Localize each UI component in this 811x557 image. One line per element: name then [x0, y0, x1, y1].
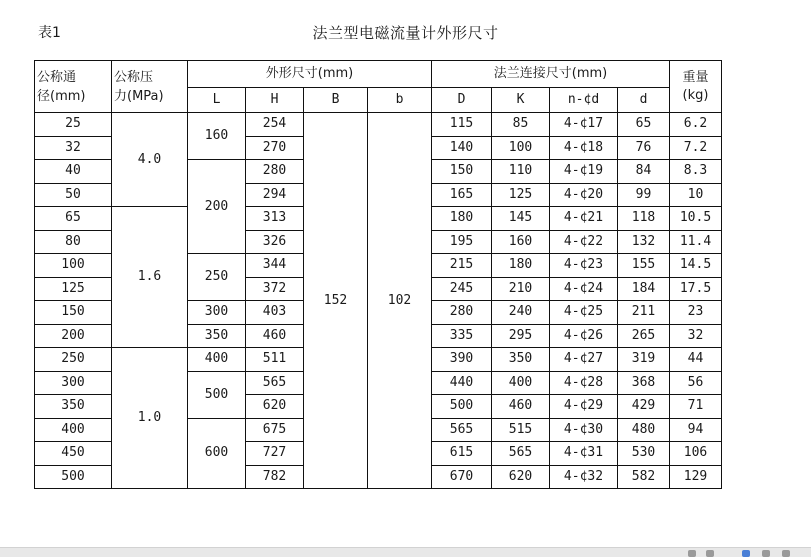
- bottom-toolbar: [0, 547, 811, 557]
- cell-weight: 11.4: [670, 230, 722, 254]
- cell-bolt-holes-nd: 4-¢22: [550, 230, 618, 254]
- cell-bolt-circle-K: 110: [492, 160, 550, 184]
- cell-bolt-circle-K: 565: [492, 442, 550, 466]
- header-weight: 重量 (kg): [670, 61, 722, 113]
- header-outline-dimensions: 外形尺寸(mm): [188, 61, 432, 88]
- cell-height-H: 403: [246, 301, 304, 325]
- cell-weight: 32: [670, 324, 722, 348]
- cell-d: 76: [618, 136, 670, 160]
- header-H: H: [246, 88, 304, 113]
- cell-flange-D: 140: [432, 136, 492, 160]
- header-nominal-diameter: 公称通 径(mm): [35, 61, 112, 113]
- cell-bolt-holes-nd: 4-¢25: [550, 301, 618, 325]
- cell-d: 118: [618, 207, 670, 231]
- cell-nominal-diameter: 150: [35, 301, 112, 325]
- cell-width-B: 152: [304, 113, 368, 489]
- cell-d: 99: [618, 183, 670, 207]
- cell-weight: 23: [670, 301, 722, 325]
- cell-bolt-circle-K: 295: [492, 324, 550, 348]
- cell-flange-D: 195: [432, 230, 492, 254]
- cell-flange-D: 180: [432, 207, 492, 231]
- header-B: B: [304, 88, 368, 113]
- cell-bolt-circle-K: 160: [492, 230, 550, 254]
- cell-flange-D: 615: [432, 442, 492, 466]
- cell-bolt-holes-nd: 4-¢23: [550, 254, 618, 278]
- header-n-d: n-¢d: [550, 88, 618, 113]
- cell-flange-D: 245: [432, 277, 492, 301]
- header-b: b: [368, 88, 432, 113]
- cell-bolt-circle-K: 85: [492, 113, 550, 137]
- cell-d: 132: [618, 230, 670, 254]
- cell-height-H: 460: [246, 324, 304, 348]
- header-nominal-pressure: 公称压 力(MPa): [112, 61, 188, 113]
- cell-length-L: 350: [188, 324, 246, 348]
- page-title: 法兰型电磁流量计外形尺寸: [312, 24, 499, 42]
- cell-height-H: 675: [246, 418, 304, 442]
- cell-height-H: 727: [246, 442, 304, 466]
- cell-height-H: 294: [246, 183, 304, 207]
- cell-nominal-diameter: 125: [35, 277, 112, 301]
- cell-bolt-circle-K: 145: [492, 207, 550, 231]
- cell-d: 319: [618, 348, 670, 372]
- list-view-icon[interactable]: [782, 550, 790, 557]
- cell-nominal-diameter: 100: [35, 254, 112, 278]
- cell-bolt-holes-nd: 4-¢18: [550, 136, 618, 160]
- cell-bolt-circle-K: 210: [492, 277, 550, 301]
- cell-nominal-diameter: 50: [35, 183, 112, 207]
- page-view-icon[interactable]: [742, 550, 750, 557]
- cell-bolt-holes-nd: 4-¢26: [550, 324, 618, 348]
- cell-d: 211: [618, 301, 670, 325]
- cell-weight: 6.2: [670, 113, 722, 137]
- cell-bolt-holes-nd: 4-¢27: [550, 348, 618, 372]
- cell-flange-D: 150: [432, 160, 492, 184]
- grid-view-icon[interactable]: [762, 550, 770, 557]
- cell-nominal-diameter: 300: [35, 371, 112, 395]
- cell-weight: 71: [670, 395, 722, 419]
- cell-bolt-circle-K: 400: [492, 371, 550, 395]
- cell-nominal-pressure: 4.0: [112, 113, 188, 207]
- cell-nominal-diameter: 65: [35, 207, 112, 231]
- cell-nominal-pressure: 1.6: [112, 207, 188, 348]
- cell-length-L: 250: [188, 254, 246, 301]
- cell-flange-D: 500: [432, 395, 492, 419]
- cell-height-H: 254: [246, 113, 304, 137]
- cell-bolt-holes-nd: 4-¢20: [550, 183, 618, 207]
- cell-weight: 17.5: [670, 277, 722, 301]
- zoom-icon[interactable]: [688, 550, 696, 557]
- table-number-label: 表1: [38, 25, 61, 41]
- cell-d: 155: [618, 254, 670, 278]
- cell-nominal-diameter: 250: [35, 348, 112, 372]
- cell-weight: 10.5: [670, 207, 722, 231]
- cell-bolt-circle-K: 460: [492, 395, 550, 419]
- header-flange-dimensions: 法兰连接尺寸(mm): [432, 61, 670, 88]
- cell-d: 429: [618, 395, 670, 419]
- cell-height-H: 511: [246, 348, 304, 372]
- cell-length-L: 200: [188, 160, 246, 254]
- fit-icon[interactable]: [706, 550, 714, 557]
- cell-weight: 10: [670, 183, 722, 207]
- cell-flange-D: 335: [432, 324, 492, 348]
- cell-flange-D: 670: [432, 465, 492, 489]
- cell-height-H: 782: [246, 465, 304, 489]
- cell-width-b: 102: [368, 113, 432, 489]
- cell-height-H: 344: [246, 254, 304, 278]
- cell-bolt-circle-K: 620: [492, 465, 550, 489]
- cell-weight: 14.5: [670, 254, 722, 278]
- cell-d: 265: [618, 324, 670, 348]
- cell-length-L: 500: [188, 371, 246, 418]
- cell-d: 530: [618, 442, 670, 466]
- cell-flange-D: 115: [432, 113, 492, 137]
- table-row: [35, 113, 722, 137]
- cell-bolt-holes-nd: 4-¢32: [550, 465, 618, 489]
- cell-flange-D: 565: [432, 418, 492, 442]
- cell-length-L: 600: [188, 418, 246, 489]
- cell-length-L: 400: [188, 348, 246, 372]
- cell-weight: 7.2: [670, 136, 722, 160]
- cell-nominal-diameter: 80: [35, 230, 112, 254]
- cell-bolt-circle-K: 350: [492, 348, 550, 372]
- dimensions-table: [34, 60, 722, 489]
- cell-d: 184: [618, 277, 670, 301]
- cell-flange-D: 390: [432, 348, 492, 372]
- cell-bolt-holes-nd: 4-¢28: [550, 371, 618, 395]
- cell-nominal-diameter: 200: [35, 324, 112, 348]
- cell-weight: 106: [670, 442, 722, 466]
- cell-bolt-holes-nd: 4-¢29: [550, 395, 618, 419]
- cell-flange-D: 165: [432, 183, 492, 207]
- cell-nominal-diameter: 450: [35, 442, 112, 466]
- cell-bolt-circle-K: 515: [492, 418, 550, 442]
- cell-nominal-diameter: 400: [35, 418, 112, 442]
- cell-weight: 56: [670, 371, 722, 395]
- cell-bolt-circle-K: 180: [492, 254, 550, 278]
- cell-flange-D: 440: [432, 371, 492, 395]
- cell-bolt-holes-nd: 4-¢24: [550, 277, 618, 301]
- cell-d: 65: [618, 113, 670, 137]
- cell-nominal-pressure: 1.0: [112, 348, 188, 489]
- cell-height-H: 565: [246, 371, 304, 395]
- cell-bolt-circle-K: 125: [492, 183, 550, 207]
- header-K: K: [492, 88, 550, 113]
- cell-bolt-circle-K: 240: [492, 301, 550, 325]
- cell-weight: 8.3: [670, 160, 722, 184]
- cell-height-H: 326: [246, 230, 304, 254]
- cell-d: 84: [618, 160, 670, 184]
- header-L: L: [188, 88, 246, 113]
- cell-length-L: 300: [188, 301, 246, 325]
- header-D: D: [432, 88, 492, 113]
- cell-height-H: 372: [246, 277, 304, 301]
- cell-bolt-circle-K: 100: [492, 136, 550, 160]
- cell-nominal-diameter: 32: [35, 136, 112, 160]
- cell-d: 480: [618, 418, 670, 442]
- cell-flange-D: 215: [432, 254, 492, 278]
- cell-bolt-holes-nd: 4-¢21: [550, 207, 618, 231]
- cell-weight: 94: [670, 418, 722, 442]
- cell-height-H: 620: [246, 395, 304, 419]
- cell-bolt-holes-nd: 4-¢30: [550, 418, 618, 442]
- cell-bolt-holes-nd: 4-¢31: [550, 442, 618, 466]
- header-d: d: [618, 88, 670, 113]
- cell-nominal-diameter: 25: [35, 113, 112, 137]
- cell-nominal-diameter: 500: [35, 465, 112, 489]
- cell-d: 368: [618, 371, 670, 395]
- cell-d: 582: [618, 465, 670, 489]
- cell-nominal-diameter: 350: [35, 395, 112, 419]
- cell-flange-D: 280: [432, 301, 492, 325]
- cell-bolt-holes-nd: 4-¢17: [550, 113, 618, 137]
- cell-height-H: 280: [246, 160, 304, 184]
- cell-weight: 129: [670, 465, 722, 489]
- cell-bolt-holes-nd: 4-¢19: [550, 160, 618, 184]
- cell-height-H: 313: [246, 207, 304, 231]
- cell-height-H: 270: [246, 136, 304, 160]
- cell-weight: 44: [670, 348, 722, 372]
- cell-length-L: 160: [188, 113, 246, 160]
- table-body: [35, 113, 722, 489]
- cell-nominal-diameter: 40: [35, 160, 112, 184]
